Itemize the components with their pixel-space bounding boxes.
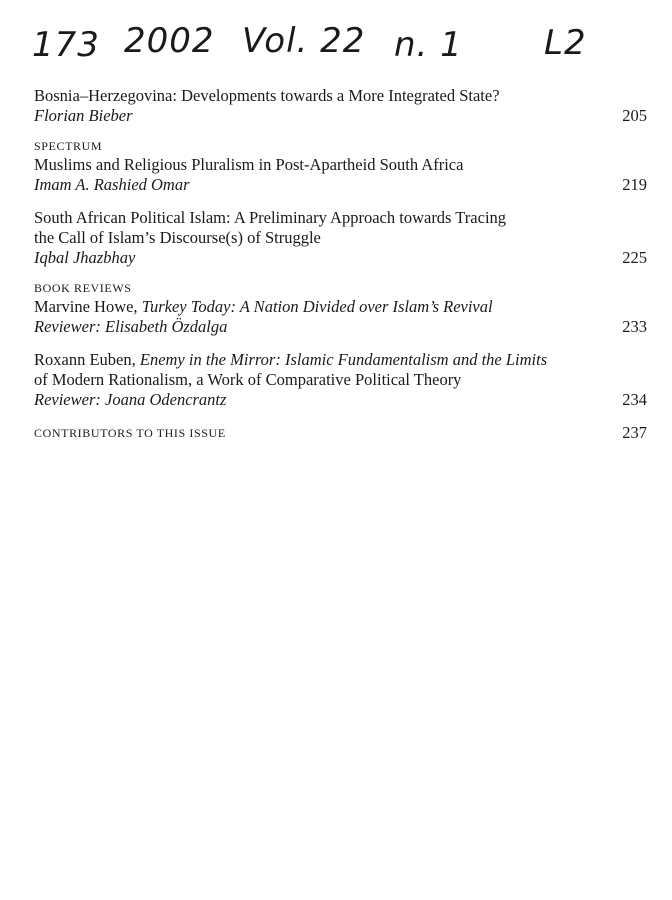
section-label-spectrum: SPECTRUM [34, 139, 103, 153]
toc-entry-bosnia[interactable] [34, 86, 647, 126]
reviewer-name: Reviewer: Elisabeth Özdalga [34, 317, 228, 336]
entry-title-line-2: the Call of Islam’s Discourse(s) of Struggle [34, 228, 321, 247]
reviewer-name: Reviewer: Joana Odencrantz [34, 390, 227, 409]
entry-page-number: 205 [622, 106, 647, 125]
entry-page-number: 237 [622, 423, 647, 442]
toc-entry-contributors[interactable] [34, 423, 647, 443]
book-author: Marvine Howe, [34, 297, 138, 316]
handwritten-shelf-mark: L2 [544, 23, 587, 63]
review-heading [34, 297, 595, 317]
handwritten-number: 173 [32, 25, 100, 65]
contributors-label: CONTRIBUTORS TO THIS ISSUE [34, 426, 226, 440]
toc-entry-review-enemy-in-mirror[interactable] [34, 350, 647, 410]
toc-entry-muslims-pluralism[interactable] [34, 139, 647, 195]
handwritten-year: 2002 [124, 21, 215, 61]
entry-page-number: 233 [622, 317, 647, 336]
entry-author: Iqbal Jhazbhay [34, 248, 136, 267]
entry-page-number: 219 [622, 175, 647, 194]
section-label-book-reviews: BOOK REVIEWS [34, 281, 132, 295]
entry-page-number: 225 [622, 248, 647, 267]
book-author: Roxann Euben, [34, 350, 136, 369]
book-title-line-2: of Modern Rationalism, a Work of Comparative Political Theory [34, 370, 462, 389]
review-heading [34, 350, 595, 370]
entry-author: Imam A. Rashied Omar [34, 175, 190, 194]
toc-entry-political-islam[interactable] [34, 208, 647, 268]
toc-entry-review-turkey-today[interactable] [34, 281, 647, 337]
entry-page-number: 234 [622, 390, 647, 409]
table-of-contents [34, 86, 647, 443]
entry-title: Muslims and Religious Pluralism in Post-Apartheid South Africa [34, 155, 464, 174]
book-title-line-1: Enemy in the Mirror: Islamic Fundamentalism and the Limits [139, 350, 548, 369]
book-title: Turkey Today: A Nation Divided over Islam’s Revival [141, 297, 493, 316]
handwritten-volume: Vol. 22 [242, 21, 366, 61]
handwritten-catalog-note [32, 14, 632, 70]
entry-author: Florian Bieber [34, 106, 133, 125]
handwritten-issue: n. 1 [394, 25, 463, 65]
entry-title: Bosnia–Herzegovina: Developments towards a More Integrated State? [34, 86, 500, 105]
entry-title-line-1: South African Political Islam: A Preliminary Approach towards Tracing [34, 208, 507, 227]
